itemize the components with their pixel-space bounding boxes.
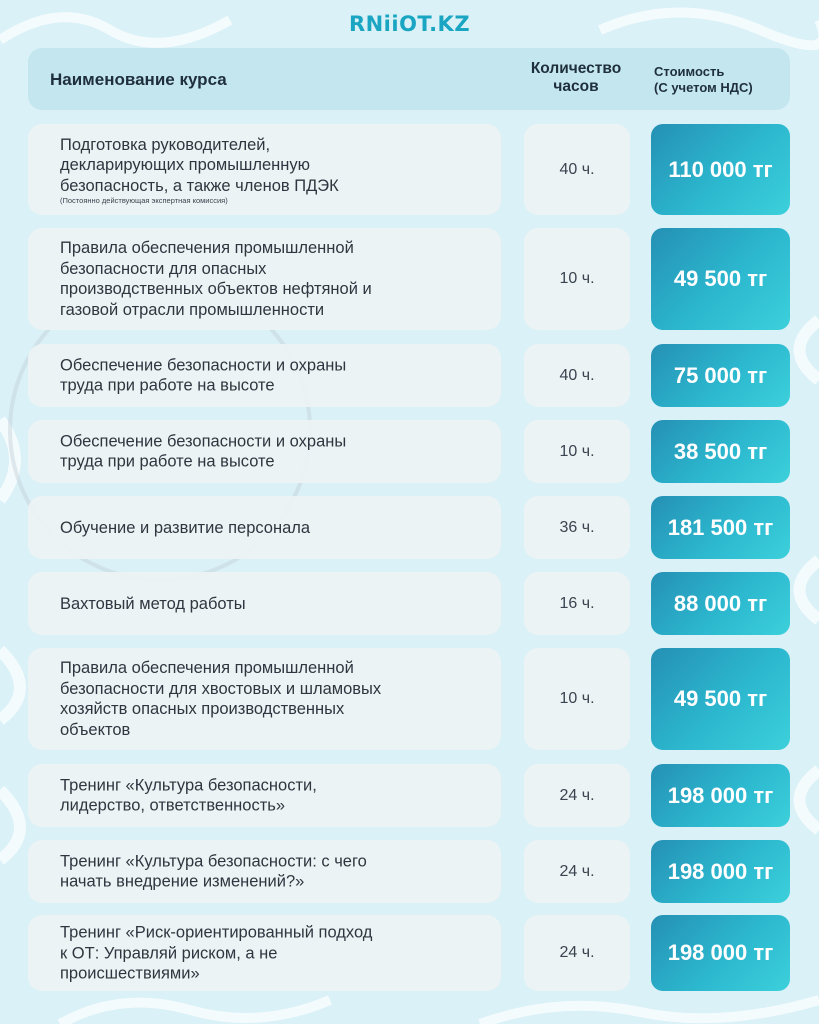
table-row [28, 915, 790, 991]
course-hours-cell: 10 ч. [524, 648, 630, 750]
course-name-cell: Тренинг «Риск-ориентированный подход к ОТ: Управляй риском, а не происшествиями» [28, 915, 501, 991]
table-header [28, 48, 790, 110]
course-note: (Постоянно действующая экспертная комиссия) [60, 195, 228, 205]
course-name-cell: Правила обеспечения промышленной безопасности для хвостовых и шламовых хозяйств опасных производственных объектов [28, 648, 501, 750]
course-name-cell: Тренинг «Культура безопасности, лидерство, ответственность» [28, 764, 501, 827]
course-price-cell: 110 000 тг [651, 124, 790, 215]
course-price-cell: 49 500 тг [651, 648, 790, 750]
course-name-cell: Правила обеспечения промышленной безопасности для опасных производственных объектов нефтяной и газовой отрасли промышленности [28, 228, 501, 330]
table-row [28, 344, 790, 407]
table-row [28, 840, 790, 903]
course-price-cell: 198 000 тг [651, 764, 790, 827]
header-course-name: Наименование курса [50, 70, 227, 89]
course-name-cell: Обеспечение безопасности и охраны труда при работе на высоте [28, 420, 501, 483]
course-price-cell: 198 000 тг [651, 840, 790, 903]
course-hours-cell: 40 ч. [524, 344, 630, 407]
header-hours: Количество часов [530, 60, 622, 95]
course-hours-cell: 36 ч. [524, 496, 630, 559]
table-row [28, 228, 790, 330]
table-row [28, 572, 790, 635]
table-row [28, 420, 790, 483]
course-price-cell: 38 500 тг [651, 420, 790, 483]
course-hours-cell: 24 ч. [524, 840, 630, 903]
table-row [28, 648, 790, 750]
course-name-cell: Вахтовый метод работы [28, 572, 501, 635]
course-hours-cell: 40 ч. [524, 124, 630, 215]
course-name-cell: Тренинг «Культура безопасности: с чего начать внедрение изменений?» [28, 840, 501, 903]
course-price-cell: 88 000 тг [651, 572, 790, 635]
course-hours-cell: 16 ч. [524, 572, 630, 635]
course-price-cell: 75 000 тг [651, 344, 790, 407]
table-row [28, 764, 790, 827]
header-price: Стоимость (С учетом НДС) [654, 64, 753, 95]
course-price-cell: 198 000 тг [651, 915, 790, 991]
table-row [28, 124, 790, 215]
course-hours-cell: 10 ч. [524, 228, 630, 330]
course-price-cell: 181 500 тг [651, 496, 790, 559]
brand-logo: RNiiOT.KZ [348, 12, 471, 36]
course-name-cell: Обучение и развитие персонала [28, 496, 501, 559]
course-name-cell: Подготовка руководителей, декларирующих промышленную безопасность, а также членов ПДЭК (Постоянно действующая экспертная комиссия) [28, 124, 501, 215]
table-row [28, 496, 790, 559]
course-hours-cell: 24 ч. [524, 764, 630, 827]
course-price-cell: 49 500 тг [651, 228, 790, 330]
course-hours-cell: 10 ч. [524, 420, 630, 483]
course-name-cell: Обеспечение безопасности и охраны труда при работе на высоте [28, 344, 501, 407]
course-hours-cell: 24 ч. [524, 915, 630, 991]
